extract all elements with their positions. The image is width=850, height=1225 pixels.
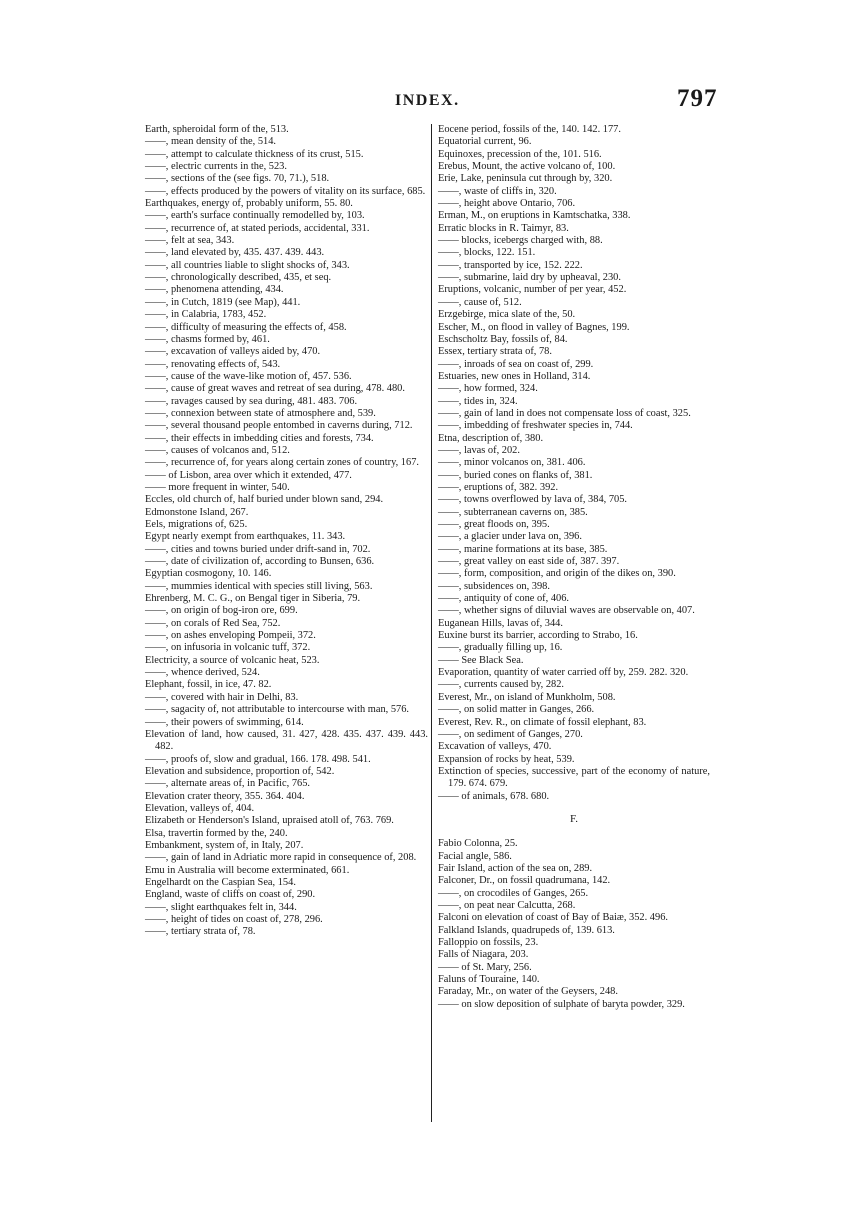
index-entry: ——, tertiary strata of, 78. bbox=[145, 926, 256, 938]
index-entry: ——, mummies identical with species still living, 563. bbox=[145, 580, 373, 592]
index-entry: Earthquakes, energy of, probably uniform, 55. 80. bbox=[145, 198, 353, 210]
index-entry: Egyptian cosmogony, 10. 146. bbox=[145, 568, 272, 580]
index-entry: Erebus, Mount, the active volcano of, 100. bbox=[438, 161, 616, 173]
index-entry: Embankment, system of, in Italy, 207. bbox=[145, 839, 304, 851]
index-entry: Euganean Hills, lavas of, 344. bbox=[438, 617, 563, 629]
index-entry: ——, their effects in imbedding cities and forests, 734. bbox=[145, 432, 374, 444]
index-entry: England, waste of cliffs on coast of, 290. bbox=[145, 889, 316, 901]
index-entry: Falkland Islands, quadrupeds of, 139. 613. bbox=[438, 924, 615, 936]
index-entry: Elevation and subsidence, proportion of, 542. bbox=[145, 765, 335, 777]
index-entry: Expansion of rocks by heat, 539. bbox=[438, 753, 575, 765]
index-entry: Eels, migrations of, 625. bbox=[145, 519, 248, 530]
index-entry: ——, form, composition, and origin of the dikes on, 390. bbox=[438, 568, 676, 580]
index-entry: ——, on origin of bog-iron ore, 699. bbox=[145, 605, 298, 617]
index-entry: ——, currents caused by, 282. bbox=[438, 679, 565, 691]
index-entry: ——, on solid matter in Ganges, 266. bbox=[438, 704, 595, 716]
index-entry: ——, recurrence of, for years along certain zones of country, 167. bbox=[145, 457, 419, 469]
index-entry: Escher, M., on flood in valley of Bagnes, 199. bbox=[438, 321, 630, 333]
index-entry: ——, on sediment of Ganges, 270. bbox=[438, 728, 583, 740]
index-entry: ——, waste of cliffs in, 320. bbox=[438, 185, 557, 197]
index-entry: ——, height of tides on coast of, 278, 296. bbox=[145, 914, 323, 925]
index-entry: —— See Black Sea. bbox=[438, 654, 524, 666]
index-entry: Edmonstone Island, 267. bbox=[145, 506, 249, 518]
index-entry: ——, whether signs of diluvial waves are observable on, 407. bbox=[438, 605, 695, 617]
index-entry: ——, date of civilization of, according to Bunsen, 636. bbox=[145, 556, 375, 568]
index-entry: ——, land elevated by, 435. 437. 439. 443. bbox=[145, 247, 325, 259]
index-entry: —— of Lisbon, area over which it extended, 477. bbox=[145, 469, 352, 481]
index-entry: ——, on crocodiles of Ganges, 265. bbox=[438, 887, 589, 899]
index-entry: ——, causes of volcanos and, 512. bbox=[145, 444, 290, 456]
index-entry: Faluns of Touraine, 140. bbox=[438, 974, 540, 986]
index-entry: Ehrenberg, M. C. G., on Bengal tiger in Siberia, 79. bbox=[145, 593, 361, 605]
index-entry: ——, blocks, 122. 151. bbox=[438, 247, 536, 259]
index-entry: Erratic blocks in R. Taimyr, 83. bbox=[438, 222, 569, 234]
index-entry: —— of animals, 678. 680. bbox=[438, 790, 550, 802]
index-entry: Fair Island, action of the sea on, 289. bbox=[438, 862, 593, 874]
index-entry: ——, gain of land in Adriatic more rapid in consequence of, 208. bbox=[145, 852, 417, 864]
index-entry: ——, cause of the wave-like motion of, 457. 536. bbox=[145, 370, 352, 382]
section-letter-f: F. bbox=[570, 812, 578, 825]
index-entry: ——, sagacity of, not attributable to intercourse with man, 576. bbox=[145, 704, 410, 716]
index-entry: Eccles, old church of, half buried under blown sand, 294. bbox=[145, 494, 384, 506]
index-entry: ——, gain of land in does not compensate loss of coast, 325. bbox=[438, 407, 691, 419]
index-entry: ——, slight earthquakes felt in, 344. bbox=[145, 901, 297, 913]
index-entry: ——, eruptions of, 382. 392. bbox=[438, 481, 559, 493]
index-entry: Falconi on elevation of coast of Bay of Baiæ, 352. 496. bbox=[438, 912, 668, 924]
index-entry: ——, covered with hair in Delhi, 83. bbox=[145, 691, 299, 703]
index-entry: Erie, Lake, peninsula cut through by, 320. bbox=[438, 173, 613, 185]
index-entry: ——, lavas of, 202. bbox=[438, 444, 520, 456]
index-entry: Elephant, fossil, in ice, 47. 82. bbox=[145, 679, 272, 691]
index-entry: ——, great floods on, 395. bbox=[438, 519, 550, 530]
index-entry: ——, transported by ice, 152. 222. bbox=[438, 259, 583, 271]
index-entry: Elevation of land, how caused, 31. 427, 428. 435. 437. 439. 443. 482. bbox=[145, 728, 428, 753]
index-entry: ——, cause of, 512. bbox=[438, 296, 522, 308]
index-entry: Extinction of species, successive, part of the economy of nature, 179. 674. 679. bbox=[438, 765, 710, 790]
index-entry: Fabio Colonna, 25. bbox=[438, 838, 518, 850]
index-entry: ——, on infusoria in volcanic tuff, 372. bbox=[145, 642, 311, 654]
index-entry: Everest, Rev. R., on climate of fossil elephant, 83. bbox=[438, 716, 647, 728]
index-entry: Evaporation, quantity of water carried off by, 259. 282. 320. bbox=[438, 667, 689, 679]
index-entry: ——, excavation of valleys aided by, 470. bbox=[145, 346, 321, 358]
index-entry: Emu in Australia will become exterminated, 661. bbox=[145, 864, 350, 876]
index-entry: Excavation of valleys, 470. bbox=[438, 741, 552, 753]
index-entry: —— on slow deposition of sulphate of baryta powder, 329. bbox=[438, 998, 685, 1010]
index-entry: ——, sections of the (see figs. 70, 71.), 518. bbox=[145, 173, 330, 185]
index-entry: ——, recurrence of, at stated periods, accidental, 331. bbox=[145, 222, 370, 234]
index-entry: ——, cities and towns buried under drift-sand in, 702. bbox=[145, 543, 371, 555]
index-entry: Falloppio on fossils, 23. bbox=[438, 937, 539, 948]
index-entry: ——, imbedding of freshwater species in, 744. bbox=[438, 420, 633, 432]
index-entry: ——, chronologically described, 435, et seq. bbox=[145, 272, 332, 284]
index-column-right bbox=[438, 124, 710, 1011]
index-entry: ——, felt at sea, 343. bbox=[145, 235, 235, 247]
index-entry: ——, proofs of, slow and gradual, 166. 178. 498. 541. bbox=[145, 753, 371, 765]
index-entry: Elevation crater theory, 355. 364. 404. bbox=[145, 790, 305, 802]
index-entry: ——, whence derived, 524. bbox=[145, 667, 260, 679]
index-entry: Erzgebirge, mica slate of the, 50. bbox=[438, 309, 576, 321]
index-entry: ——, antiquity of cone of, 406. bbox=[438, 593, 570, 605]
index-entry: ——, ravages caused by sea during, 481. 483. 706. bbox=[145, 395, 358, 407]
index-entry: ——, mean density of the, 514. bbox=[145, 136, 277, 148]
index-entry: ——, buried cones on flanks of, 381. bbox=[438, 469, 593, 481]
index-entry: Elsa, travertin formed by the, 240. bbox=[145, 827, 288, 839]
index-entry: Eocene period, fossils of the, 140. 142. 177. bbox=[438, 124, 621, 135]
index-column-left bbox=[145, 124, 428, 939]
index-entry: ——, difficulty of measuring the effects of, 458. bbox=[145, 321, 347, 333]
index-entry: —— blocks, icebergs charged with, 88. bbox=[438, 235, 603, 247]
column-divider bbox=[431, 124, 432, 1122]
index-entry: ——, all countries liable to slight shocks of, 343. bbox=[145, 259, 350, 271]
index-entry: ——, how formed, 324. bbox=[438, 383, 538, 395]
index-entry: Equinoxes, precession of the, 101. 516. bbox=[438, 148, 602, 160]
index-entry: Earth, spheroidal form of the, 513. bbox=[145, 124, 289, 135]
index-entry: ——, in Cutch, 1819 (see Map), 441. bbox=[145, 296, 301, 308]
page-number: 797 bbox=[677, 85, 718, 112]
index-entry: Electricity, a source of volcanic heat, 523. bbox=[145, 654, 320, 666]
index-entry: ——, tides in, 324. bbox=[438, 395, 518, 407]
running-title: INDEX. bbox=[395, 92, 460, 109]
index-entry: Falls of Niagara, 203. bbox=[438, 949, 529, 961]
index-entry: ——, phenomena attending, 434. bbox=[145, 284, 284, 296]
index-entry: Erman, M., on eruptions in Kamtschatka, 338. bbox=[438, 210, 631, 222]
index-entry: Elevation, valleys of, 404. bbox=[145, 802, 255, 814]
index-entry: ——, chasms formed by, 461. bbox=[145, 333, 270, 345]
index-entry: Everest, Mr., on island of Munkholm, 508. bbox=[438, 691, 616, 703]
index-entry: ——, subsidences on, 398. bbox=[438, 580, 550, 592]
index-entry: Estuaries, new ones in Holland, 314. bbox=[438, 370, 591, 382]
index-entry: ——, connexion between state of atmosphere and, 539. bbox=[145, 407, 376, 419]
index-entry: ——, on ashes enveloping Pompeii, 372. bbox=[145, 630, 316, 642]
index-entry: ——, attempt to calculate thickness of its crust, 515. bbox=[145, 148, 364, 160]
index-entry: ——, height above Ontario, 706. bbox=[438, 198, 576, 210]
index-entry: Eruptions, volcanic, number of per year, 452. bbox=[438, 284, 627, 296]
index-entry: Falconer, Dr., on fossil quadrumana, 142. bbox=[438, 875, 611, 887]
index-entry: Eschscholtz Bay, fossils of, 84. bbox=[438, 333, 568, 345]
index-entry: ——, cause of great waves and retreat of sea during, 478. 480. bbox=[145, 383, 405, 395]
index-entry: Egypt nearly exempt from earthquakes, 11. 343. bbox=[145, 531, 346, 543]
index-entry: ——, submarine, laid dry by upheaval, 230. bbox=[438, 272, 621, 284]
index-entry: ——, their powers of swimming, 614. bbox=[145, 716, 304, 728]
index-entry: ——, gradually filling up, 16. bbox=[438, 642, 563, 654]
index-entry: —— of St. Mary, 256. bbox=[438, 961, 532, 973]
index-entry: Etna, description of, 380. bbox=[438, 432, 544, 444]
index-entry: Facial angle, 586. bbox=[438, 850, 512, 862]
index-entry: ——, subterranean caverns on, 385. bbox=[438, 506, 588, 518]
index-entry: Euxine burst its barrier, according to Strabo, 16. bbox=[438, 630, 638, 642]
index-entry: ——, great valley on east side of, 387. 397. bbox=[438, 556, 620, 568]
index-entry: Essex, tertiary strata of, 78. bbox=[438, 346, 552, 358]
index-entry: ——, earth's surface continually remodelled by, 103. bbox=[145, 210, 365, 222]
index-entry: ——, effects produced by the powers of vitality on its surface, 685. bbox=[145, 185, 426, 197]
index-entry: ——, marine formations at its base, 385. bbox=[438, 543, 608, 555]
index-entry: ——, towns overflowed by lava of, 384, 705. bbox=[438, 494, 628, 506]
index-entry: ——, on peat near Calcutta, 268. bbox=[438, 899, 576, 911]
index-entry: —— more frequent in winter, 540. bbox=[145, 481, 290, 493]
index-entry: ——, minor volcanos on, 381. 406. bbox=[438, 457, 586, 469]
index-entry: Engelhardt on the Caspian Sea, 154. bbox=[145, 876, 296, 888]
index-entry: ——, several thousand people entombed in caverns during, 712. bbox=[145, 420, 413, 432]
index-entry: Equatorial current, 96. bbox=[438, 136, 532, 148]
index-entry: ——, electric currents in the, 523. bbox=[145, 161, 287, 173]
index-entry: ——, on corals of Red Sea, 752. bbox=[145, 617, 281, 629]
index-entry: ——, inroads of sea on coast of, 299. bbox=[438, 358, 594, 370]
index-entry: Elizabeth or Henderson's Island, upraised atoll of, 763. 769. bbox=[145, 815, 394, 827]
index-entry: ——, in Calabria, 1783, 452. bbox=[145, 309, 267, 321]
index-entry: ——, a glacier under lava on, 396. bbox=[438, 531, 582, 543]
index-entry: ——, alternate areas of, in Pacific, 765. bbox=[145, 778, 311, 790]
index-entry: ——, renovating effects of, 543. bbox=[145, 358, 281, 370]
index-entry: Faraday, Mr., on water of the Geysers, 248. bbox=[438, 986, 618, 998]
